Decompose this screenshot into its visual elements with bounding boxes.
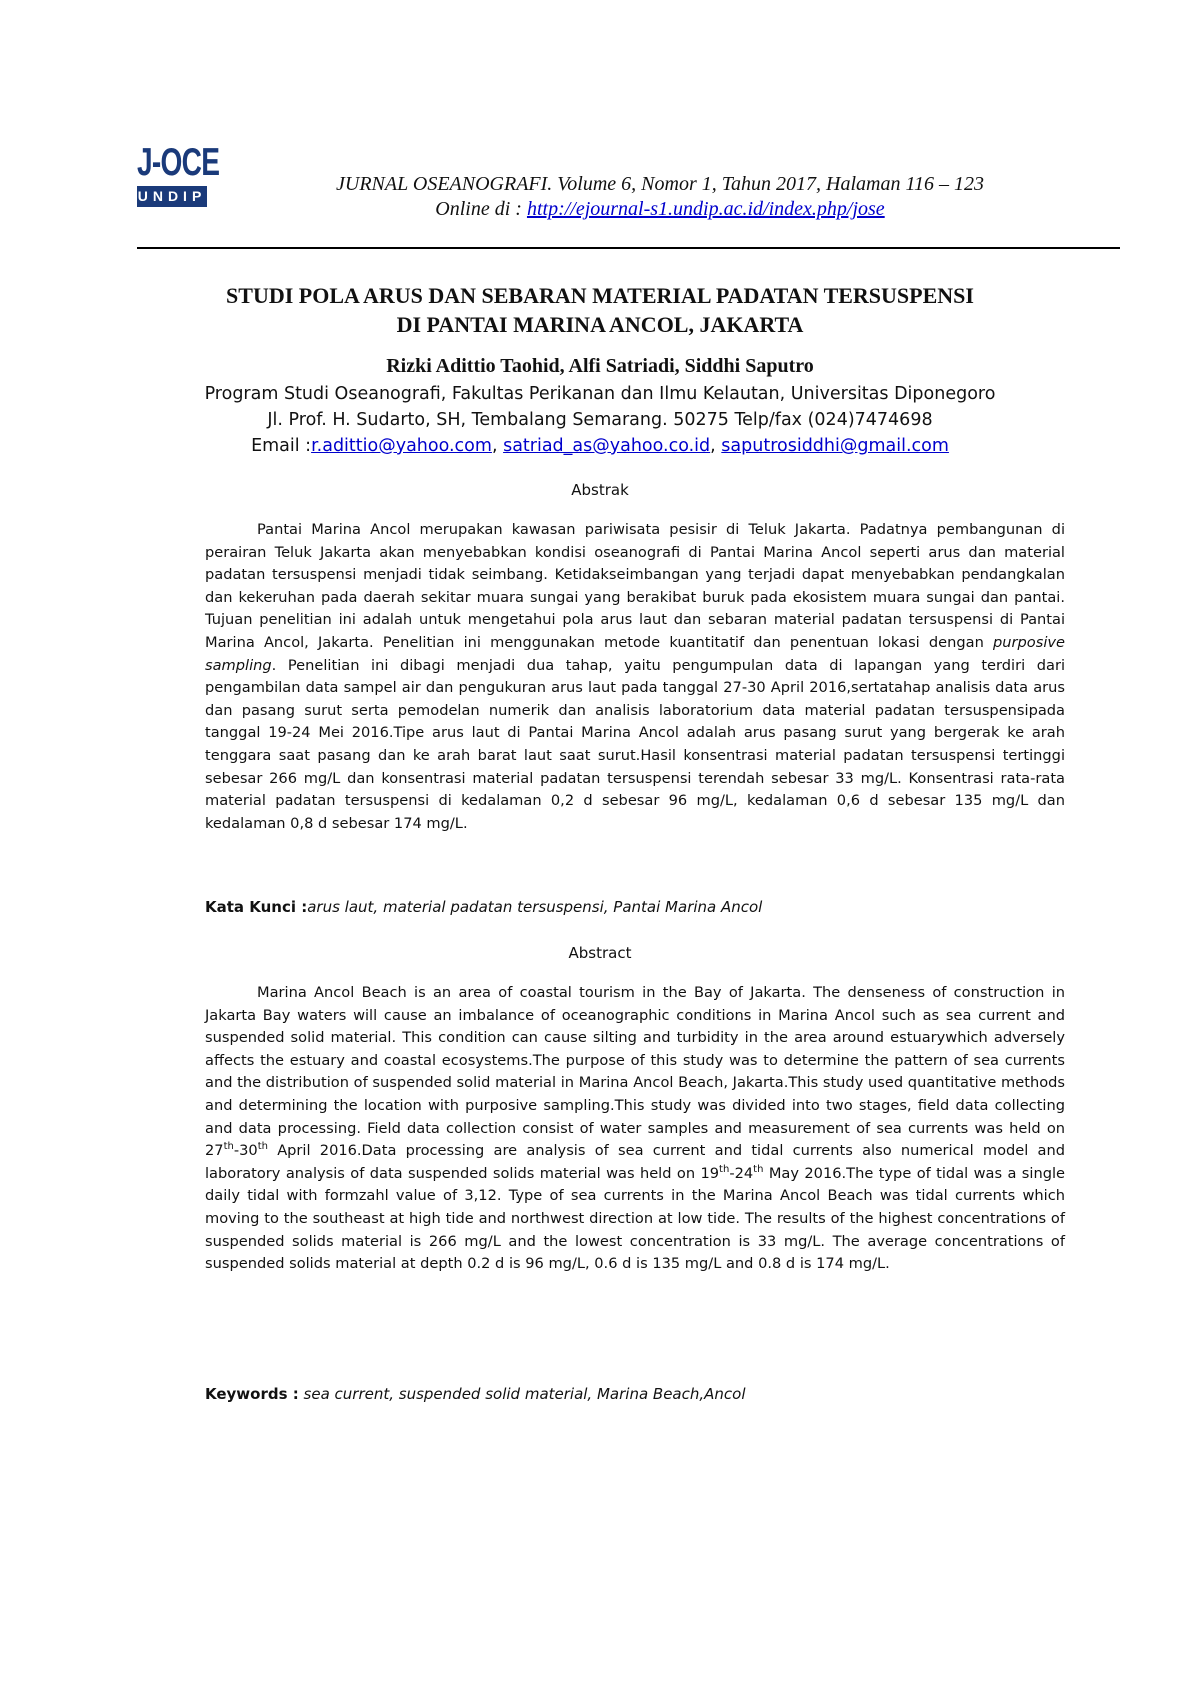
journal-logo	[137, 141, 220, 217]
affiliation-block	[150, 381, 1050, 459]
keywords: Keywords : sea current, suspended solid material, Marina Beach,Ancol	[205, 1385, 746, 1403]
title-line-2: DI PANTAI MARINA ANCOL, JAKARTA	[396, 312, 804, 337]
title-line-1: STUDI POLA ARUS DAN SEBARAN MATERIAL PADATAN TERSUSPENSI	[226, 283, 974, 308]
abstract-heading: Abstract	[568, 944, 632, 962]
author-list: Rizki Adittio Taohid, Alfi Satriadi, Siddhi Saputro	[386, 355, 814, 377]
journal-header	[230, 172, 1090, 222]
abstrak-heading: Abstrak	[571, 481, 629, 499]
kata-kunci: Kata Kunci :arus laut, material padatan tersuspensi, Pantai Marina Ancol	[205, 898, 763, 916]
email-link-1[interactable]: r.adittio@yahoo.com	[311, 436, 492, 456]
header-divider	[137, 247, 1120, 249]
journal-online: Online di : http://ejournal-s1.undip.ac.id/index.php/jose	[435, 198, 885, 220]
logo-bar: UNDIP	[137, 186, 207, 207]
abstrak-paragraph: Pantai Marina Ancol merupakan kawasan pariwisata pesisir di Teluk Jakarta. Padatnya pembangunan di perairan Teluk Jakarta akan menyebabkan kondisi oseanografi di Pantai Marina Ancol seperti arus dan material padatan tersuspensi menjadi tidak seimbang. Ketidakseimbangan yang terjadi dapat menyebabkan pendangkalan dan kekeruhan pada daerah sekitar muara sungai yang berakibat buruk pada ekosistem muara sungai dan pantai. Tujuan penelitian ini adalah untuk mengetahui pola arus laut dan sebaran material padatan tersuspensi di Pantai Marina Ancol, Jakarta. Penelitian ini menggunakan metode kuantitatif dan penentuan lokasi dengan purposive sampling. Penelitian ini dibagi menjadi dua tahap, yaitu pengumpulan data di lapangan yang terdiri dari pengambilan data sampel air dan pengukuran arus laut pada tanggal 27-30 April 2016,sertatahap analisis data arus dan pasang surut serta pemodelan numerik dan analisis laboratorium data material padatan tersuspensipada tanggal 19-24 Mei 2016.Tipe arus laut di Pantai Marina Ancol adalah arus pasang surut yang bergerak ke arah tenggara saat pasang dan ke arah barat laut saat surut.Hasil konsentrasi material padatan tersuspensi tertinggi sebesar 266 mg/L dan konsentrasi material padatan tersuspensi terendah sebesar 33 mg/L. Konsentrasi rata-rata material padatan tersuspensi di kedalaman 0,2 d sebesar 96 mg/L, kedalaman 0,6 d sebesar 135 mg/L dan kedalaman 0,8 d sebesar 174 mg/L.	[205, 521, 1065, 832]
paper-title	[150, 281, 1050, 339]
journal-citation: JURNAL OSEANOGRAFI. Volume 6, Nomor 1, Tahun 2017, Halaman 116 – 123	[336, 173, 984, 195]
abstract-paragraph: Marina Ancol Beach is an area of coastal tourism in the Bay of Jakarta. The denseness of construction in Jakarta Bay waters will cause an imbalance of oceanographic conditions in Marina Ancol such as sea current and suspended solid material. This condition can cause silting and turbidity in the area around estuarywhich adversely affects the estuary and coastal ecosystems.The purpose of this study was to determine the pattern of sea currents and the distribution of suspended solid material in Marina Ancol Beach, Jakarta.This study used quantitative methods and determining the location with purposive sampling.This study was divided into two stages, field data collecting and data processing. Field data collection consist of water samples and measurement of sea currents was held on 27th-30th April 2016.Data processing are analysis of sea current and tidal currents also numerical model and laboratory analysis of data suspended solids material was held on 19th-24th May 2016.The type of tidal was a single daily tidal with formzahl value of 3,12. Type of sea currents in the Marina Ancol Beach was tidal currents which moving to the southeast at high tide and northwest direction at low tide. The results of the highest concentrations of suspended solids material is 266 mg/L and the lowest concentration is 33 mg/L. The average concentrations of suspended solids material at depth 0.2 d is 96 mg/L, 0.6 d is 135 mg/L and 0.8 d is 174 mg/L.	[205, 984, 1066, 1273]
email-line: Email :r.adittio@yahoo.com, satriad_as@yahoo.co.id, saputrosiddhi@gmail.com	[251, 436, 949, 456]
journal-url-link[interactable]: http://ejournal-s1.undip.ac.id/index.php/jose	[526, 198, 885, 220]
logo-text: J-OCE	[137, 141, 220, 184]
email-link-3[interactable]: saputrosiddhi@gmail.com	[721, 436, 949, 456]
affiliation-line-1: Program Studi Oseanografi, Fakultas Perikanan dan Ilmu Kelautan, Universitas Diponegoro	[204, 384, 996, 404]
affiliation-line-2: Jl. Prof. H. Sudarto, SH, Tembalang Semarang. 50275 Telp/fax (024)7474698	[267, 410, 933, 430]
email-link-2[interactable]: satriad_as@yahoo.co.id	[503, 436, 711, 456]
